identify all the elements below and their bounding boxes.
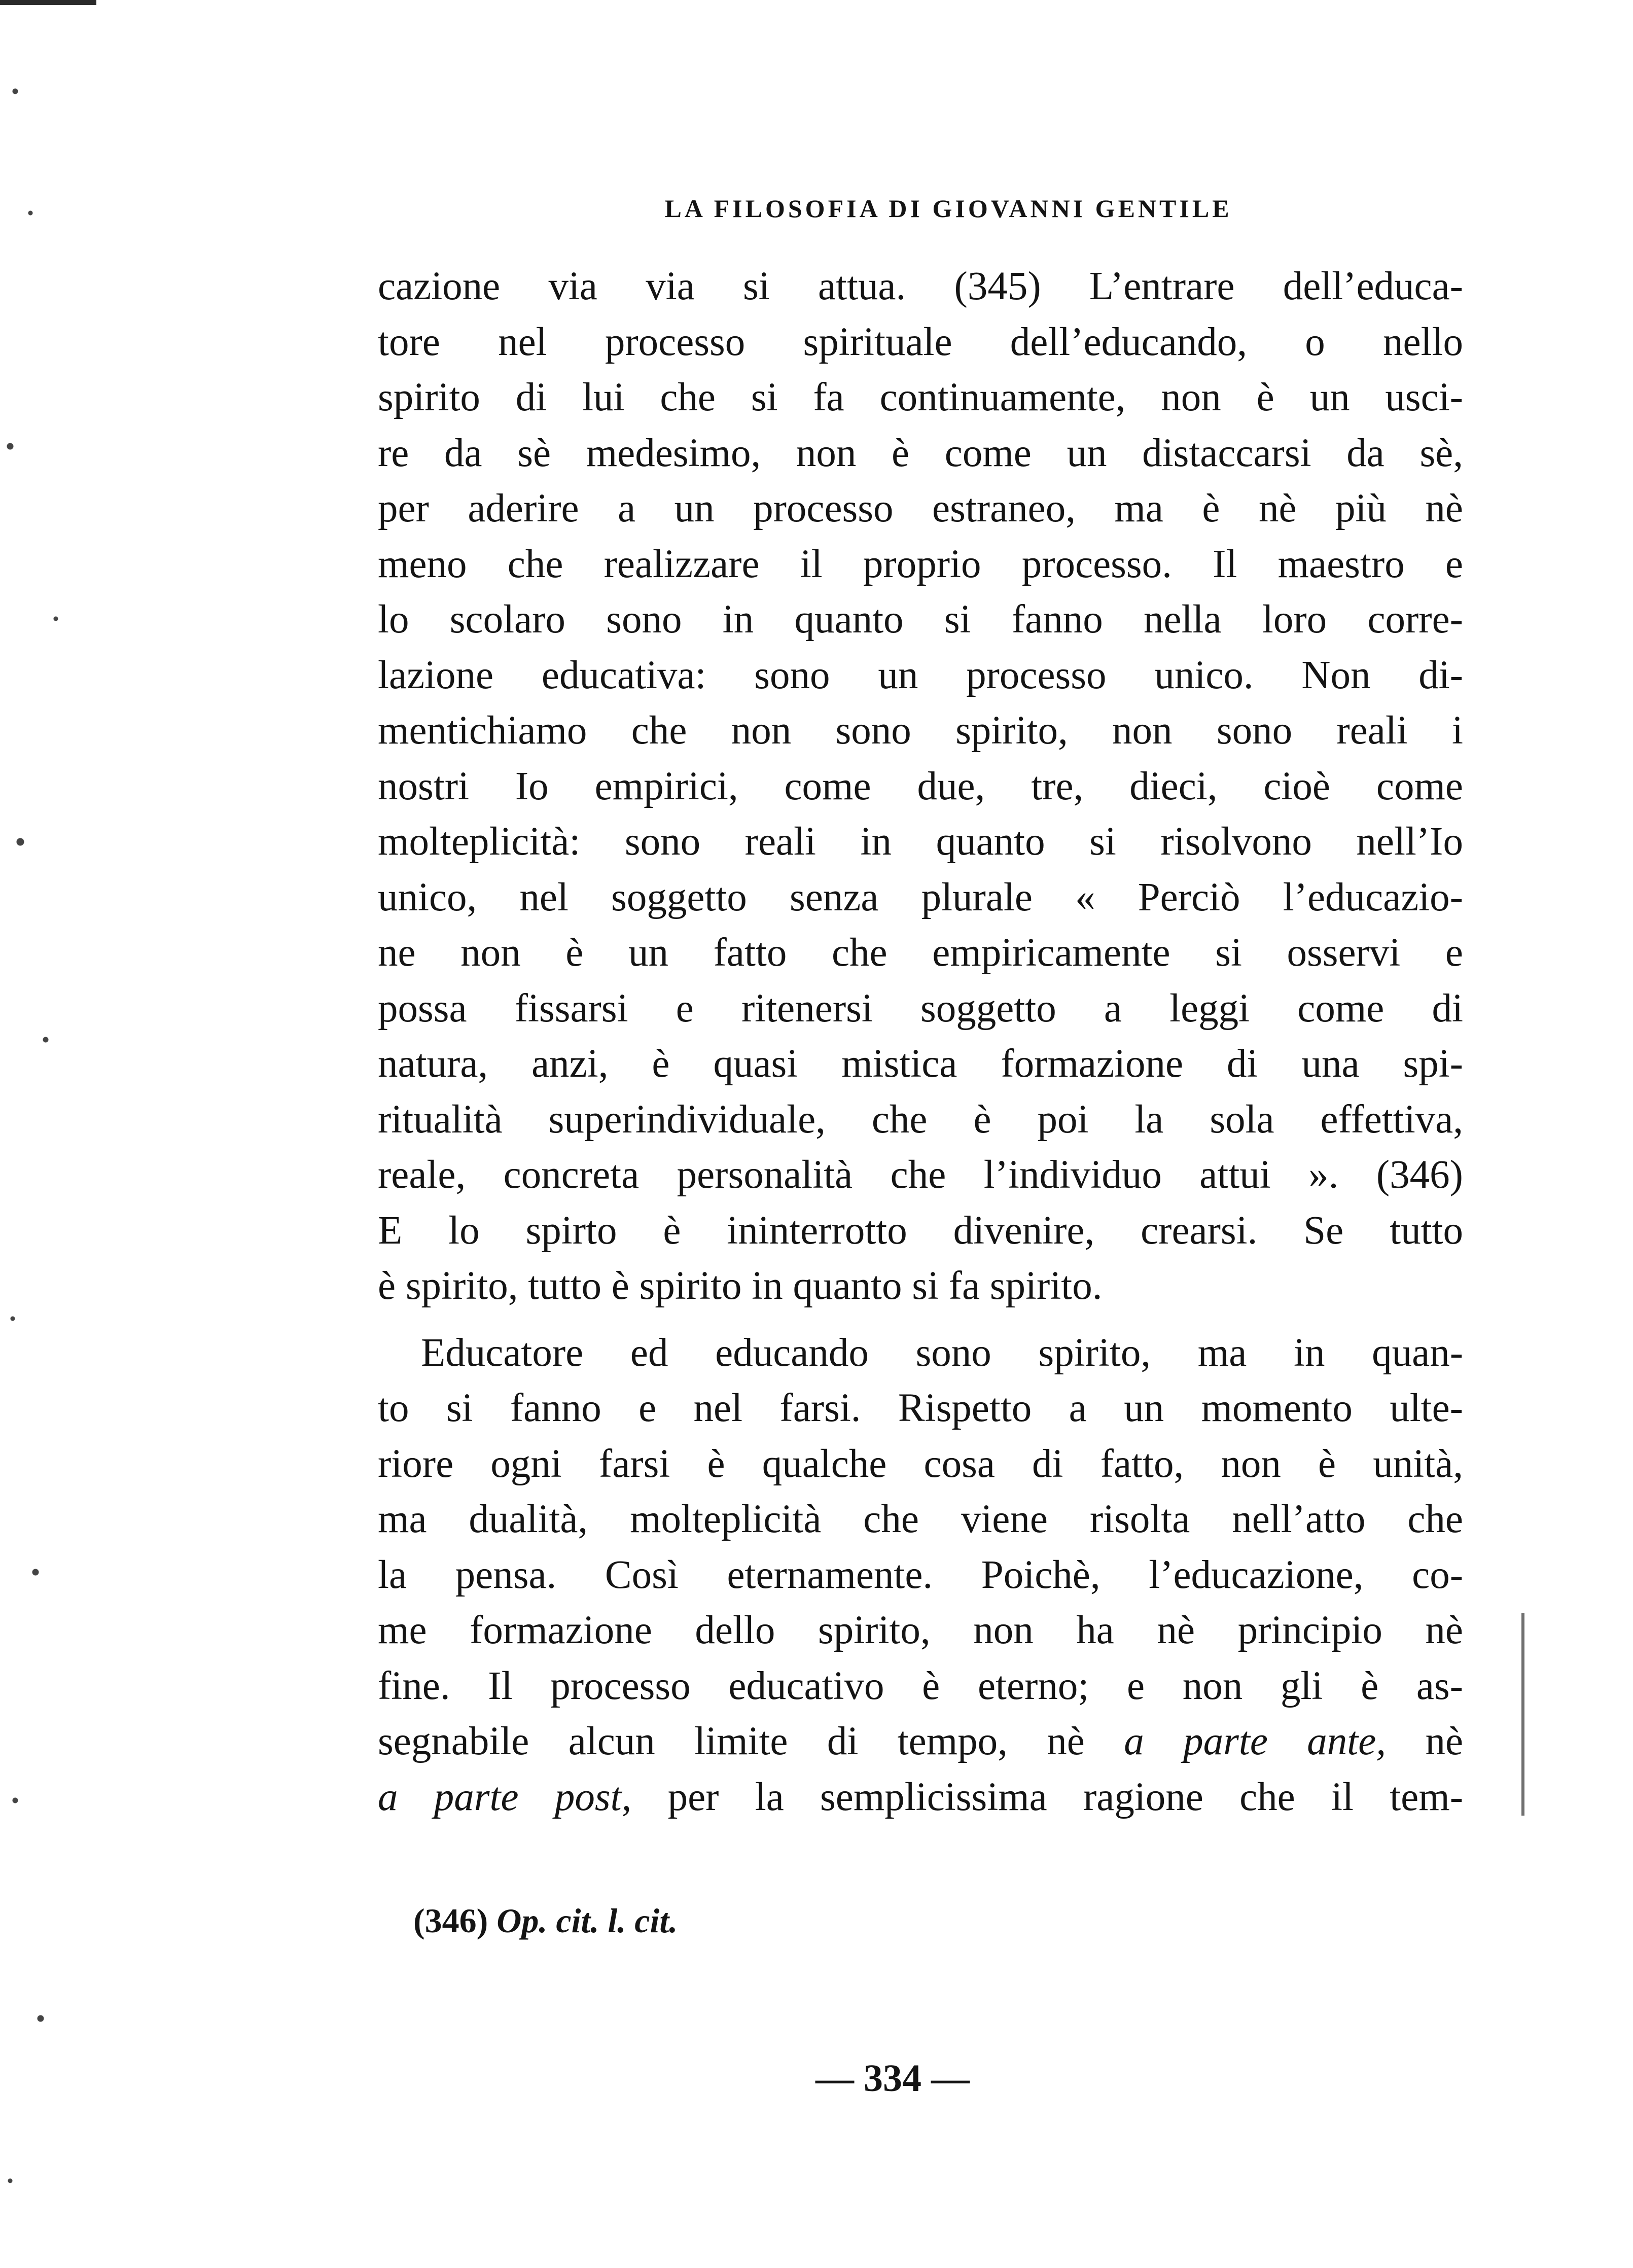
text-line: re da sè medesimo, non è come un distaccarsi da sè, [378,431,1463,475]
text-line: unico, nel soggetto senza plurale « Perciò l’educazio- [378,875,1463,919]
text-line: cazione via via si attua. (345) L’entrare dell’educa- [378,264,1463,308]
text-line: per aderire a un processo estraneo, ma è nè più nè [378,486,1463,530]
footnote-text: Op. cit. l. cit. [496,1901,678,1940]
text-run: nè [1425,1719,1463,1763]
text-line: Educatore ed educando sono spirito, ma in quan- [421,1330,1463,1375]
text-line: lo scolaro sono in quanto si fanno nella loro corre- [378,597,1463,642]
body-text [378,259,1463,1825]
footnote-number: (346) [413,1901,488,1940]
text-line: ne non è un fatto che empiricamente si osservi e [378,931,1463,975]
footnote [413,1898,678,1943]
text-line: lazione educativa: sono un processo unico. Non di- [378,653,1463,697]
text-line: mentichiamo che non sono spirito, non sono reali i [378,708,1463,753]
text-line: fine. Il processo educativo è eterno; e non gli è as- [378,1663,1463,1708]
text-line: la pensa. Così eternamente. Poichè, l’educazione, co- [378,1552,1463,1597]
latin-phrase: a parte post, [378,1775,632,1819]
text-line [378,1769,1463,1825]
text-line [378,1714,1463,1769]
text-line: possa fissarsi e ritenersi soggetto a leggi come di [378,986,1463,1031]
page-number: — 334 — [815,2057,970,2100]
scan-edge-left [0,0,76,2268]
text-line: tore nel processo spirituale dell’educando, o nello [378,320,1463,364]
text-line: meno che realizzare il proprio processo. Il maestro e [378,542,1463,586]
text-line: me formazione dello spirito, non ha nè principio nè [378,1608,1463,1652]
text-line: ma dualità, molteplicità che viene risolta nell’atto che [378,1497,1463,1541]
text-run: segnabile alcun limite di tempo, nè [378,1719,1085,1763]
paragraph-gap [378,1314,1463,1325]
text-line: reale, concreta personalità che l’individuo attui ». (346) [378,1153,1463,1197]
text-line: E lo spirto è ininterrotto divenire, crearsi. Se tutto [378,1208,1463,1253]
text-line: to si fanno e nel farsi. Rispetto a un momento ulte- [378,1386,1463,1430]
text-line: ritualità superindividuale, che è poi la sola effettiva, [378,1097,1463,1142]
text-line: spirito di lui che si fa continuamente, non è un usci- [378,375,1463,419]
text-line: è spirito, tutto è spirito in quanto si fa spirito. [378,1264,1103,1308]
scan-edge-right [1521,1613,1524,1816]
text-line: natura, anzi, è quasi mistica formazione di una spi- [378,1042,1463,1086]
running-head: LA FILOSOFIA DI GIOVANNI GENTILE [664,194,1232,223]
text-run: per la semplicissima ragione che il tem- [667,1775,1463,1819]
text-line: molteplicità: sono reali in quanto si risolvono nell’Io [378,820,1463,864]
text-line: riore ogni farsi è qualche cosa di fatto, non è unità, [378,1441,1463,1486]
latin-phrase: a parte ante, [1124,1719,1387,1763]
text-line: nostri Io empirici, come due, tre, dieci, cioè come [378,764,1463,808]
